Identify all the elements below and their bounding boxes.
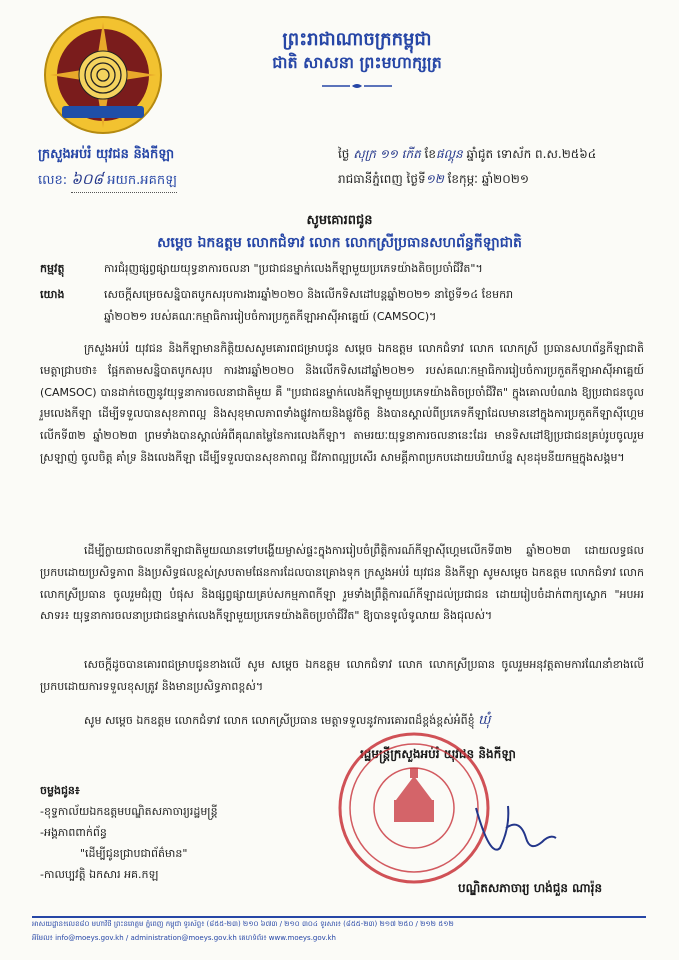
signer-name: បណ្ឌិតសភាចារ្យ ហង់ជួន ណារ៉ុន: [458, 881, 603, 895]
closing-formula: សូម សម្តេច ឯកឧត្តម លោកជំទាវ លោក លោកស្រីប្រធាន មេត្តាទទួលនូវការគោរពដ៏ខ្ពង់ខ្ពស់អំពីខ្ញុំ ឃុំ: [84, 713, 491, 728]
cc-item: "ដើម្បីជូនជ្រាបជាព័ត៌មាន": [80, 847, 188, 860]
salutation-respect: សូមគោរពជូន: [306, 213, 373, 228]
ministry-emblem-icon: [42, 14, 164, 136]
reference-line-1: សេចក្តីសម្រេចសន្និបាតបូកសរុបការងារឆ្នាំ២០២០ និងលើកទិសដៅបន្តឆ្នាំ២០២១ នាថ្ងៃទី១៤ ខែមករា: [104, 288, 514, 301]
kingdom-title: ព្រះរាជាណាចក្រកម្ពុជា: [282, 29, 432, 50]
cc-block: [40, 780, 218, 885]
signature-icon: [470, 798, 560, 862]
ref-number: ៦០៨: [71, 170, 104, 188]
handwritten-initials: ឃុំ: [478, 713, 491, 728]
footer-divider: [32, 916, 646, 918]
cc-item: -អង្គភាពពាក់ព័ន្ធ: [40, 826, 107, 839]
lunar-date: ថ្ងៃ សុក្រ ១១ កើត ខែផល្គុន ឆ្នាំជូត ទោស័ក ព.ស.២៥៦៤: [338, 147, 597, 161]
footer-contact: អ៊ីមែល៖ info@moeys.gov.kh / administration@moeys.gov.kh គេហទំព័រ៖ www.moeys.gov.kh: [32, 934, 336, 942]
addressee: សម្តេច ឯកឧត្តម លោកជំទាវ លោក លោកស្រីប្រធានសហព័ន្ធកីឡាជាតិ: [157, 235, 522, 251]
official-stamp-icon: [336, 730, 492, 886]
subject-label: កម្មវត្ថុ: [40, 262, 65, 275]
body-paragraph-3: សេចក្តីដូចបានគោរពជម្រាបជូនខាងលើ សូម សម្តេច ឯកឧត្តម លោកជំទាវ លោក លោកស្រីប្រធាន ចូលរួមអនុវត្តតាមការណែនាំខាងលើ ប្រកបដោយការទទួលខុសត្រូវ និងមានប្រសិទ្ធភាពខ្ពស់។: [40, 658, 644, 693]
solar-date: រាជធានីភ្នំពេញ ថ្ងៃទី១២ ខែកុម្ភៈ ឆ្នាំ២០២១: [338, 172, 529, 186]
reference-line-2: ឆ្នាំ២០២១ របស់គណៈកម្មាធិការរៀបចំការប្រកួតកីឡាអាស៊ីអាគ្នេយ៍ (CAMSOC)។: [104, 310, 437, 323]
subject-text: ការជំរុញផ្សព្វផ្សាយយុទ្ធនាការចលនា "ប្រជាជនម្នាក់លេងកីឡាមួយប្រភេទយ៉ាងតិចប្រចាំជីវិត"។: [104, 262, 483, 275]
cc-item: -ខុទ្ទកាល័យឯកឧត្តមបណ្ឌិតសភាចារ្យរដ្ឋមន្ត្រី: [40, 805, 218, 818]
ref-label: លេខ:: [38, 173, 68, 188]
reference-number: [38, 170, 177, 193]
body-paragraph-1: ក្រសួងអប់រំ យុវជន និងកីឡាមានកិត្តិយសសូមគោរពជម្រាបជូន សម្តេច ឯកឧត្តម លោកជំទាវ លោក លោកស្រី ប្រធានសហព័ន្ធកីឡាជាតិ មេត្តាជ្រាបថា៖ ផ្អែកតាមសន្និបាតបូកសរុប ការងារឆ្នាំ២០២០ និងលើកទិសដៅឆ្នាំ២០២១ របស់គណៈកម្មាធិការរៀបចំការប្រកួតកីឡាអាស៊ីអាគ្នេយ៍ (CAMSOC) បានដាក់ចេញនូវយុទ្ធនាការចលនាជាតិមួយ គឺ "ប្រជាជនម្នាក់លេងកីឡាមួយប្រភេទយ៉ាងតិចប្រចាំជីវិត" ក្នុងគោលបំណង ឱ្យប្រជាជនចូលរួមលេងកីឡា ដើម្បីទទួលបានសុខភាពល្អ និងសុខុមាលភាពទាំងផ្លូវកាយនិងផ្លូវចិត្ត និងបានស្គាល់ពីប្រភេទកីឡាដែលមាននៅក្នុងការប្រកួតកីឡាស៊ីហ្គេមលើកទី៣២ ឆ្នាំ២០២៣ ព្រមទាំងបានស្គាល់អំពីគុណតម្លៃនៃការលេងកីឡា។ តាមរយៈយុទ្ធនាការចលនានេះដែរ មានទិសដៅឱ្យប្រជាជនគ្រប់រូបចូលរួមស្រឡាញ់ ចូលចិត្ត គាំទ្រ និងលេងកីឡា ដើម្បីទទួលបានសុខភាពល្អ ជីវភាពល្អប្រសើរ សាមគ្គីភាពប្រកបដោយបរិយាប័ន្ន សុខដុមនីយកម្មក្នុងសង្គម។: [40, 342, 644, 464]
cc-item: -កាលប្បវត្តិ ឯកសារ អគ.កឡ: [40, 868, 159, 881]
national-motto: ជាតិ សាសនា ព្រះមហាក្សត្រ: [272, 53, 442, 72]
reference-label: យោង: [40, 288, 65, 301]
signer-organization: រដ្ឋមន្ត្រីក្រសួងអប់រំ យុវជន និងកីឡា: [360, 747, 516, 761]
ornament-divider-icon: [322, 83, 392, 89]
footer-address: អាសយដ្ឋាន៖លេខ៨០ មហាវិថី ព្រះនរោត្តម ភ្នំពេញ កម្ពុជា ទូរស័ព្ទ៖ (៨៥៥-២៣) ២១០ ៦៧៣ / ២១០ ៣០៤ ទូរសារ៖ (៨៥៥-២៣) ២១៧ ២៥០ / ២១២ ៥១២: [32, 920, 454, 928]
ministry-name: ក្រសួងអប់រំ យុវជន និងកីឡា: [38, 147, 175, 162]
ref-suffix: អយក.អគកឡ: [107, 173, 177, 188]
kingdom-header: [222, 28, 492, 93]
cc-heading: ចម្លងជូន៖: [40, 784, 80, 797]
body-paragraph-2: ដើម្បីក្លាយជាចលនាកីឡាជាតិមួយឈានទៅបង្ហើយម្ចាស់ផ្ទះក្នុងការរៀបចំព្រឹត្តិការណ៍កីឡាស៊ីហ្គេមលើកទី៣២ ឆ្នាំ២០២៣ ដោយលទ្ធផលប្រកបដោយប្រសិទ្ធភាព និងប្រសិទ្ធផលខ្ពស់ស្របតាមផែនការដែលបានគ្រោងទុក ក្រសួងអប់រំ យុវជន និងកីឡា សូមសម្តេច ឯកឧត្តម លោកជំទាវ លោក លោកស្រីប្រធាន ចូលរួមជំរុញ បំផុស និងផ្សព្វផ្សាយគ្រប់សកម្មភាពកីឡា រួមទាំងព្រឹត្តិការណ៍កីឡាដល់ប្រជាជន ដោយរៀបចំដាក់ពាក្យស្លោក "អបអរសាទរ៖ យុទ្ធនាការចលនាប្រជាជនម្នាក់លេងកីឡាមួយប្រភេទយ៉ាងតិចប្រចាំជីវិត" ឱ្យបានទូលំទូលាយ និងជុលស់។: [40, 544, 644, 623]
